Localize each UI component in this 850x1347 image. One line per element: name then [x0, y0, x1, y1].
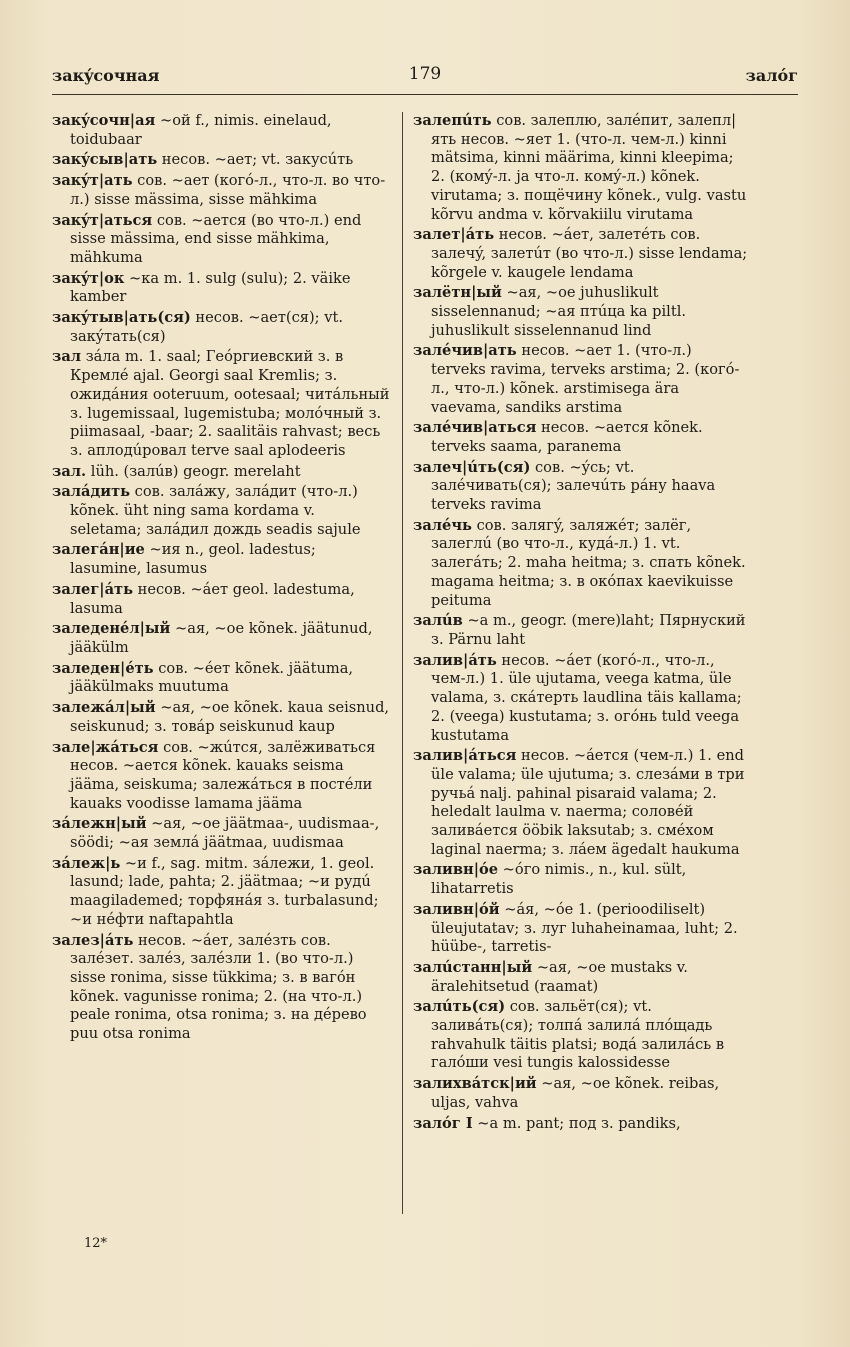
- entry-definition: ~áя, ~óе 1. (perioodiliselt) üleujutatav; з. луг luhaheinamaa, luht; 2. hüübe-, tarretis-: [431, 900, 738, 956]
- dictionary-entry: [52, 172, 390, 209]
- entry-headword: заледенéл|ый: [52, 620, 171, 638]
- entry-definition: сов. ~éет kõnek. jäätuma, jääkülmaks muutuma: [70, 659, 354, 696]
- entry-definition: сов. зальёт(ся); vt. заливáть(ся); толпá залилá плóщадь rahvahulk täitis platsi; водá залилáсь в галóши vesi tungis kalossidesse: [431, 998, 725, 1072]
- entry-definition: ~ая, ~ое kõnek. reibas, uljas, vahva: [431, 1075, 720, 1111]
- running-head: [52, 66, 798, 95]
- entry-headword: заливн|óе: [413, 861, 499, 879]
- entry-headword: закýт|аться: [52, 211, 153, 229]
- right-column: [413, 112, 749, 1135]
- entry-definition: несов. ~ает(ся); vt. закýтать(ся): [70, 309, 343, 345]
- dictionary-entry: [52, 309, 390, 346]
- dictionary-entry: [52, 151, 390, 170]
- entry-headword: залúть(ся): [413, 998, 506, 1016]
- dictionary-entry: [413, 861, 749, 898]
- entry-definition: сов. залеплю, залéпит, залепл|ять несов. ~яет 1. (что-л. чем-л.) kinni mätsima, kinni määrima, kinni kleepima; 2. (комý-л. ja что-л. комý-л.) kõnek. virutama; з. пощёчину kõnek., vulg. vastu kõrvu andma v. kõrvakiilu virutama: [431, 112, 747, 223]
- entry-definition: ~ия n., geol. ladestus; lasumine, lasumus: [70, 541, 316, 578]
- entry-headword: зал: [52, 348, 82, 366]
- entry-definition: ~ка m. 1. sulg (sulu); 2. väike kamber: [70, 269, 351, 306]
- entry-definition: lüh. (залúв) geogr. merelaht: [86, 462, 301, 480]
- dictionary-entry: [413, 112, 749, 224]
- entry-definition: несов. ~ает 1. (что-л.) terveks ravima, terveks arstima; 2. (когó-л., что-л.) kõnek. arstimisega ära vaevama, sandiks arstima: [431, 342, 740, 416]
- dictionary-entry: [413, 998, 749, 1073]
- dictionary-entry: [413, 459, 749, 515]
- entry-headword: заледен|éть: [52, 659, 154, 677]
- entry-definition: сов. ~ается (во что-л.) end sisse mässima, end sisse mähkima, mähkuma: [70, 211, 362, 266]
- dictionary-entry: [413, 612, 749, 649]
- entry-headword: закýсыв|ать: [52, 151, 158, 169]
- entry-definition: сов. залáжу, залáдит (что-л.) kõnek. üht ning sama kordama v. seletama; залáдил дождь seadis sajule: [70, 483, 361, 538]
- dictionary-entry: [52, 270, 390, 307]
- entry-definition: ~и f., sag. mitm. зáлежи, 1. geol. lasund; lade, pahta; 2. jäätmaa; ~и рудú maagilademed; торфянáя з. turbalasund; ~и нéфти naftapahtla: [70, 854, 379, 928]
- entry-definition: ~óго nimis., n., kul. sült, lihatarretis: [431, 861, 687, 898]
- entry-definition: несов. ~áет, залéзть сов. залéзет. залéз, залéзли 1. (во что-л.) sisse ronima, sisse tükkima; з. в вагóн kõnek. vagunisse ronima; 2. (на что-л.) peale ronima, otsa ronima; з. на дéрево puu otsa ronima: [70, 931, 367, 1043]
- dictionary-entry: [52, 739, 390, 814]
- dictionary-entry: [52, 855, 390, 930]
- entry-definition: несов. ~áет (когó-л., что-л., чем-л.) 1. üle ujutama, veega katma, üle valama, з. скáтерть laudlina täis kallama; 2. (veega) kustutama; з. огóнь tuld veega kustutama: [431, 651, 742, 744]
- dictionary-entry: [52, 699, 390, 736]
- dictionary-entry: [52, 932, 390, 1044]
- signature-mark: 12*: [84, 1236, 108, 1251]
- dictionary-entry: [413, 959, 749, 996]
- entry-definition: несов. ~áет geol. ladestuma, lasuma: [70, 580, 355, 617]
- entry-headword: залéчив|аться: [413, 419, 537, 437]
- entry-headword: закýсочн|ая: [52, 112, 156, 129]
- entry-headword: залив|áться: [413, 747, 517, 765]
- dictionary-entry: [52, 815, 390, 852]
- dictionary-entry: [413, 517, 749, 611]
- dictionary-entry: [413, 901, 749, 957]
- entry-definition: ~ая, ~ое kõnek. jäätunud, jääkülm: [70, 620, 373, 656]
- entry-headword: залежáл|ый: [52, 699, 156, 717]
- entry-definition: ~ая, ~ое mustaks v. äralehitsetud (raamat): [431, 958, 688, 995]
- dictionary-entry: [413, 226, 749, 282]
- page-number: 179: [408, 64, 442, 84]
- entry-definition: сов. залягý, заляжéт; залёг, залеглú (во что-л., кудá-л.) 1. vt. залегáть; 2. maha heitma; з. спать kõnek. magama heitma; з. в окóпах kaevikuisse peituma: [431, 516, 746, 609]
- entry-definition: несов. ~ается kõnek. terveks saama, paranema: [431, 419, 703, 455]
- entry-definition: зáла m. 1. saal; Геóргиевский з. в Кремлé ajal. Georgi saal Kremlis; з. ожидáния ooteruum, ootesaal; читáльный з. lugemissaal, lugemistuba; молóчный з. piimasaal, -baar; 2. saalitäis rahvast; весь з. аплодúровал terve saal aplodeeris: [70, 348, 390, 459]
- entry-definition: несов. ~ает; vt. закусúть: [157, 151, 354, 169]
- entry-headword: залеч|úть(ся): [413, 458, 531, 476]
- entry-definition: сов. ~ает (когó-л., что-л. во что-л.) sisse mässima, sisse mähkima: [70, 172, 386, 208]
- entry-definition: ~ая, ~ое jäätmaa-, uudismaa-, söödi; ~ая землá jäätmaa, uudismaa: [70, 815, 380, 852]
- entry-headword: залег|áть: [52, 580, 133, 598]
- entry-headword: залéчив|ать: [413, 342, 517, 360]
- entry-headword: зáлежн|ый: [52, 815, 147, 833]
- entry-headword: закýтыв|ать(ся): [52, 309, 191, 327]
- entry-headword: залепúть: [413, 112, 492, 129]
- running-head-first-word: закýсочная: [52, 66, 160, 85]
- dictionary-entry: [413, 419, 749, 456]
- entry-definition: ~ой f., nimis. einelaud, toidubaar: [70, 112, 332, 148]
- entry-headword: залив|áть: [413, 651, 497, 669]
- entry-headword: залéчь: [413, 516, 472, 534]
- dictionary-entry: [52, 660, 390, 697]
- dictionary-entry: [413, 747, 749, 859]
- entry-definition: ~ая, ~ое juhuslikult sisselennanud; ~ая птúца ka piltl. juhuslikult sisselennanud lind: [431, 284, 686, 339]
- dictionary-entry: [52, 620, 390, 657]
- entry-headword: зал.: [52, 462, 87, 480]
- entry-definition: ~а m., geogr. (mere)laht; Пярнуский з. Pärnu laht: [431, 612, 746, 648]
- entry-headword: залáдить: [52, 483, 131, 501]
- dictionary-entry: [52, 581, 390, 618]
- entry-headword: зале|жáться: [52, 738, 159, 756]
- dictionary-entry: [52, 541, 390, 578]
- dictionary-entry: [52, 348, 390, 460]
- entry-headword: залез|áть: [52, 931, 134, 949]
- entry-definition: несов. ~áется (чем-л.) 1. end üle valama; üle ujutuma; з. слезáми в три ручьá nalj. pahinal pisaraid valama; 2. heledalt laulma v. naerma; соловéй заливáется ööbik laksutab; з. смéхом laginal naerma; з. лáем ägedalt haukuma: [431, 747, 745, 858]
- entry-headword: залегáн|ие: [52, 541, 145, 559]
- entry-definition: несов. ~áет, залетéть сов. залечý, залетúт (во что-л.) sisse lendama; kõrgele v. kaugele lendama: [431, 226, 748, 281]
- entry-headword: залúстанн|ый: [413, 958, 533, 976]
- dictionary-entry: [52, 463, 390, 482]
- column-divider: [402, 112, 403, 1214]
- dictionary-entry: [413, 342, 749, 417]
- entry-definition: ~ая, ~ое kõnek. kaua seisnud, seiskunud; з. товáр seiskunud kaup: [70, 699, 390, 735]
- entry-definition: сов. ~жúтся, залёживаться несов. ~ается kõnek. kauaks seisma jääma, seiskuma; залежáться в постéли kauaks voodisse lamama jääma: [70, 738, 376, 812]
- entry-headword: залётн|ый: [413, 284, 502, 302]
- running-head-last-word: залóг: [745, 66, 798, 85]
- dictionary-entry: [413, 1075, 749, 1112]
- entry-headword: залет|áть: [413, 226, 495, 244]
- entry-headword: зáлеж|ь: [52, 854, 121, 872]
- dictionary-entry: [52, 483, 390, 539]
- entry-definition: ~а m. pant; под з. pandiks,: [472, 1114, 681, 1132]
- entry-headword: закýт|ать: [52, 172, 133, 190]
- dictionary-entry: [52, 112, 390, 149]
- entry-headword: залóг I: [413, 1114, 473, 1132]
- entry-headword: закýт|ок: [52, 269, 125, 287]
- dictionary-entry: [413, 652, 749, 746]
- entry-headword: залихвáтск|ий: [413, 1075, 537, 1093]
- entry-headword: залúв: [413, 612, 463, 630]
- dictionary-entry: [413, 284, 749, 340]
- dictionary-entry: [413, 1115, 749, 1134]
- entry-definition: сов. ~ýсь; vt. залéчивать(ся); залечúть рáну haava terveks ravima: [431, 458, 716, 514]
- dictionary-entry: [52, 212, 390, 268]
- left-column: [52, 112, 390, 1046]
- entry-headword: заливн|óй: [413, 900, 500, 918]
